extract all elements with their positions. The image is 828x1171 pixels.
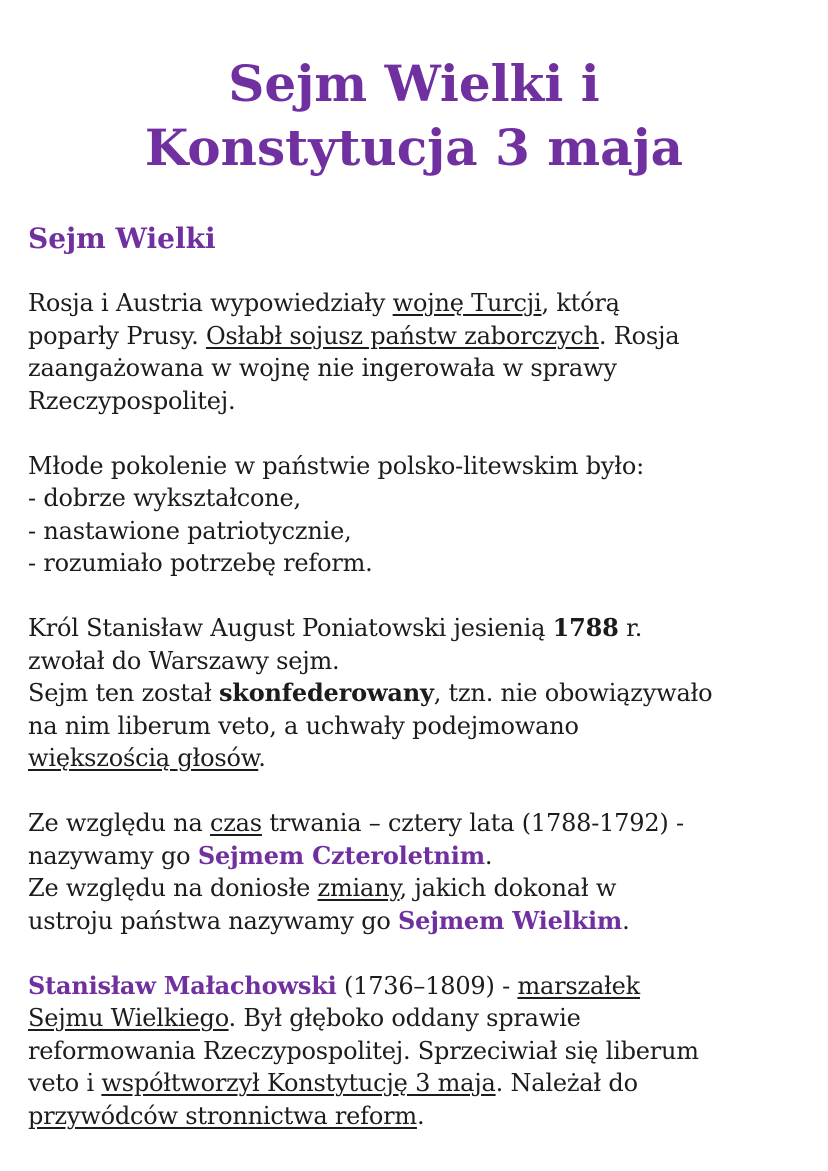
paragraph-malachowski xyxy=(28,970,800,1133)
text-run: . xyxy=(416,1101,425,1130)
text-run: nazywamy go xyxy=(28,841,198,870)
underlined-phrase: Osłabł sojusz państw zaborczych xyxy=(205,321,599,350)
text-line xyxy=(28,872,800,905)
document-body xyxy=(28,287,800,1132)
paragraph-sejm-names xyxy=(28,807,800,937)
text-run: . Był głęboko oddany sprawie xyxy=(228,1004,581,1032)
text-line: Młode pokolenie w państwie polsko-litewskim było: xyxy=(28,451,644,480)
underlined-phrase: marszałek xyxy=(517,971,640,1000)
text-line xyxy=(28,807,800,840)
highlighted-name: Stanisław Małachowski xyxy=(28,970,337,1000)
text-line xyxy=(28,287,800,320)
text-line xyxy=(28,677,800,710)
text-run: , jakich dokonał w xyxy=(399,874,617,902)
highlighted-term: Sejmem Czteroletnim xyxy=(197,840,485,870)
text-line xyxy=(28,742,800,775)
text-run: , którą xyxy=(541,289,620,317)
underlined-phrase: współtworzył Konstytucję 3 maja xyxy=(101,1069,496,1097)
bold-term: skonfederowany xyxy=(218,678,434,707)
list-item: - nastawione patriotycznie, xyxy=(28,516,352,545)
paragraph-war-context xyxy=(28,287,800,417)
text-run: . Należał do xyxy=(495,1069,638,1097)
underlined-phrase: wojnę Turcji xyxy=(392,289,542,317)
text-line xyxy=(28,970,800,1003)
text-line: reformowania Rzeczypospolitej. Sprzeciwiał się liberum xyxy=(28,1036,699,1065)
highlighted-term: Sejmem Wielkim xyxy=(398,905,623,935)
text-run: Sejm ten został xyxy=(28,679,219,707)
text-run: Ze względu na doniosłe xyxy=(28,874,318,902)
text-line: Rzeczypospolitej. xyxy=(28,386,236,415)
text-run: trwania – cztery lata (1788-1792) - xyxy=(261,809,684,837)
text-line: zwołał do Warszawy sejm. xyxy=(28,646,340,675)
text-run: ustroju państwa nazywamy go xyxy=(28,906,399,935)
text-run: Ze względu na xyxy=(28,809,210,837)
text-run: . Rosja xyxy=(598,321,680,350)
paragraph-sejm-convened xyxy=(28,612,800,775)
text-run: . xyxy=(258,744,266,772)
title-line-1: Sejm Wielki i xyxy=(228,54,600,113)
text-run: Rosja i Austria wypowiedziały xyxy=(28,289,393,317)
text-line xyxy=(28,905,800,938)
text-run: . xyxy=(484,841,493,870)
text-line xyxy=(28,612,800,645)
bold-year: 1788 xyxy=(552,613,619,642)
text-line xyxy=(28,1002,800,1035)
text-line: zaangażowana w wojnę nie ingerowała w sprawy xyxy=(28,354,617,382)
text-run: poparły Prusy. xyxy=(28,321,206,350)
text-run: , tzn. nie obowiązywało xyxy=(433,679,713,707)
text-line xyxy=(28,1067,800,1100)
text-run: veto i xyxy=(28,1069,102,1097)
page-title xyxy=(28,0,800,180)
title-line-2: Konstytucja 3 maja xyxy=(144,118,684,177)
paragraph-young-generation xyxy=(28,450,800,580)
underlined-phrase: przywódców stronnictwa reform xyxy=(28,1101,417,1130)
underlined-phrase: większością głosów xyxy=(28,744,259,772)
text-run: r. xyxy=(618,614,643,642)
underlined-phrase: zmiany xyxy=(317,874,400,902)
text-run: . xyxy=(622,906,630,935)
list-item: - dobrze wykształcone, xyxy=(28,484,301,512)
text-run: Król Stanisław August Poniatowski jesienią xyxy=(28,614,553,642)
underlined-phrase: czas xyxy=(209,809,262,837)
list-item: - rozumiało potrzebę reform. xyxy=(28,549,373,577)
text-line xyxy=(28,840,800,873)
text-line xyxy=(28,320,800,353)
section-heading: Sejm Wielki xyxy=(28,222,216,255)
underlined-phrase: Sejmu Wielkiego xyxy=(28,1004,229,1032)
text-line xyxy=(28,1100,800,1133)
text-run: (1736–1809) - xyxy=(336,971,518,1000)
text-line: na nim liberum veto, a uchwały podejmowano xyxy=(28,711,579,740)
